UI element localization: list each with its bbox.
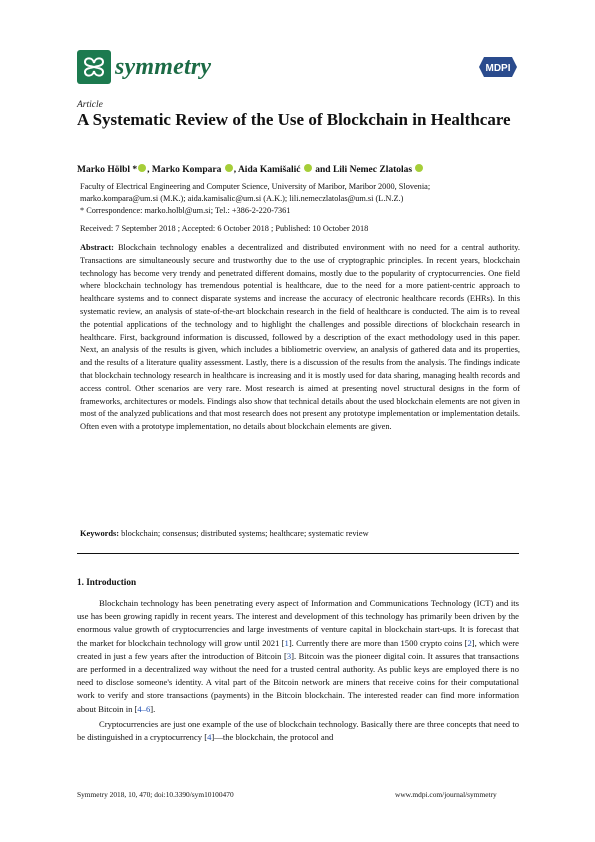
- symmetry-logo-icon: [77, 50, 111, 84]
- orcid-icon[interactable]: [138, 164, 146, 172]
- affiliation-emails: marko.kompara@um.si (M.K.); aida.kamisalic@um.si (A.K.); lili.nemeczlatolas@um.si (L.N.Z.): [80, 194, 404, 203]
- publisher-name: MDPI: [485, 63, 511, 74]
- journal-name: symmetry: [115, 53, 212, 80]
- section-heading: 1. Introduction: [77, 577, 137, 587]
- article-type: Article: [77, 100, 103, 110]
- authors-conjunction: and: [315, 165, 331, 175]
- divider: [77, 553, 519, 554]
- affiliation-block: [80, 181, 520, 217]
- citation-link[interactable]: 3: [286, 650, 292, 661]
- orcid-icon[interactable]: [415, 164, 423, 172]
- keywords-label: Keywords:: [80, 529, 120, 538]
- author-name[interactable]: Aida Kamišalić: [237, 165, 301, 175]
- abstract: [80, 242, 520, 434]
- footer-citation: Symmetry 2018, 10, 470; doi:10.3390/sym10100470: [77, 790, 234, 799]
- paper-title: A Systematic Review of the Use of Blockchain in Healthcare: [77, 110, 511, 129]
- citation-link[interactable]: 4: [207, 732, 212, 743]
- paragraph: Blockchain technology has been penetrating every aspect of Information and Communications Technology (ICT) and its use has been growing rapidly in recent years. The interest and development of this technology has primarily been driven by the enormous value growth of cryptocurrencies and large investments of venture capital in blockchain start-ups. It is forecast that the market for blockchain technology will grow until 2021 [1]. Currently there are more than 1500 crypto coins [2], which were created in just a few years after the introduction of Bitcoin [3]. Bitcoin was the pioneer digital coin. It assures that transactions are performed in a decentralized way without the need for a trusted central authority. As public keys are employed there is no need to disclose someone's identity. A vital part of the Bitcoin network are miners that receive coins for their computational work to verify and store transactions (payments) in the Bitcoin blockchain. The interested reader can find more information about Bitcoin in [4–6].: [77, 598, 519, 714]
- orcid-icon[interactable]: [225, 164, 233, 172]
- orcid-icon[interactable]: [304, 164, 312, 172]
- author-name[interactable]: Marko Kompara: [151, 165, 222, 175]
- abstract-text: Blockchain technology enables a decentralized and distributed environment with no need for a central authority. Transactions are simultaneously secure and trustworthy due to the use of cryptographic principles. In recent years, blockchain technology has become very trendy and penetrated different domains, mostly due to the popularity of cryptocurrencies. One field where blockchain technology has tremendous potential is healthcare, due to the need for a more patient-centric approach to healthcare systems and to connect disparate systems and increase the accuracy of electronic healthcare records (EHRs). In this systematic review, an analysis of state-of-the-art blockchain research in the field of healthcare is conducted. The aim is to reveal the potential applications of the technology and to highlight the challenges and possible directions of blockchain research in healthcare. First, background information is discussed, followed by a description of the exact methodology used in this paper. Next, an analysis of the results is given, which includes a bibliometric overview, an analysis of gathered data and its properties, and the results of a literature quality assessment. Lastly, there is a discussion of the results from the analysis. The findings indicate that blockchain technology research in healthcare is increasing and it is mostly used for data sharing, managing health records and access control. Other scenarios are very rare. Most research is aimed at presenting novel structural designs in the form of frameworks, architectures or models. Findings also show that technical details about the used blockchain elements are not given in most of the analyzed publications and that most research does not present any prototype implementation or implementation details. Often even with a prototype implementation, no details about blockchain elements are given.: [80, 243, 521, 432]
- paragraph: Cryptocurrencies are just one example of the use of blockchain technology. Basically there are three concepts that need to be distinguished in a cryptocurrency [4]—the blockchain, the protocol and: [77, 718, 519, 743]
- correspondence: * Correspondence: marko.holbl@um.si; Tel.: +386-2-220-7361: [80, 206, 291, 215]
- publication-dates: Received: 7 September 2018 ; Accepted: 6 October 2018 ; Published: 10 October 2018: [80, 224, 369, 233]
- citation-link[interactable]: 2: [467, 637, 472, 648]
- abstract-label: Abstract:: [80, 243, 114, 252]
- citation-link[interactable]: 4–6: [137, 703, 151, 714]
- keywords: [80, 529, 369, 538]
- body-text: [77, 597, 519, 746]
- author-name[interactable]: Marko Hölbl *: [77, 165, 138, 175]
- author-name[interactable]: Lili Nemec Zlatolas: [332, 165, 413, 175]
- footer-url[interactable]: www.mdpi.com/journal/symmetry: [395, 790, 497, 799]
- mdpi-logo: [478, 56, 518, 83]
- keywords-text: blockchain; consensus; distributed systems; healthcare; systematic review: [121, 529, 369, 538]
- author-list: Marko Hölbl * , Marko Kompara , Aida Kamišalić and Lili Nemec Zlatolas: [77, 164, 424, 175]
- journal-logo: [77, 49, 211, 85]
- citation-link[interactable]: 1: [284, 637, 289, 648]
- affiliation-line: Faculty of Electrical Engineering and Computer Science, University of Maribor, Maribor 2000, Slovenia;: [80, 182, 431, 191]
